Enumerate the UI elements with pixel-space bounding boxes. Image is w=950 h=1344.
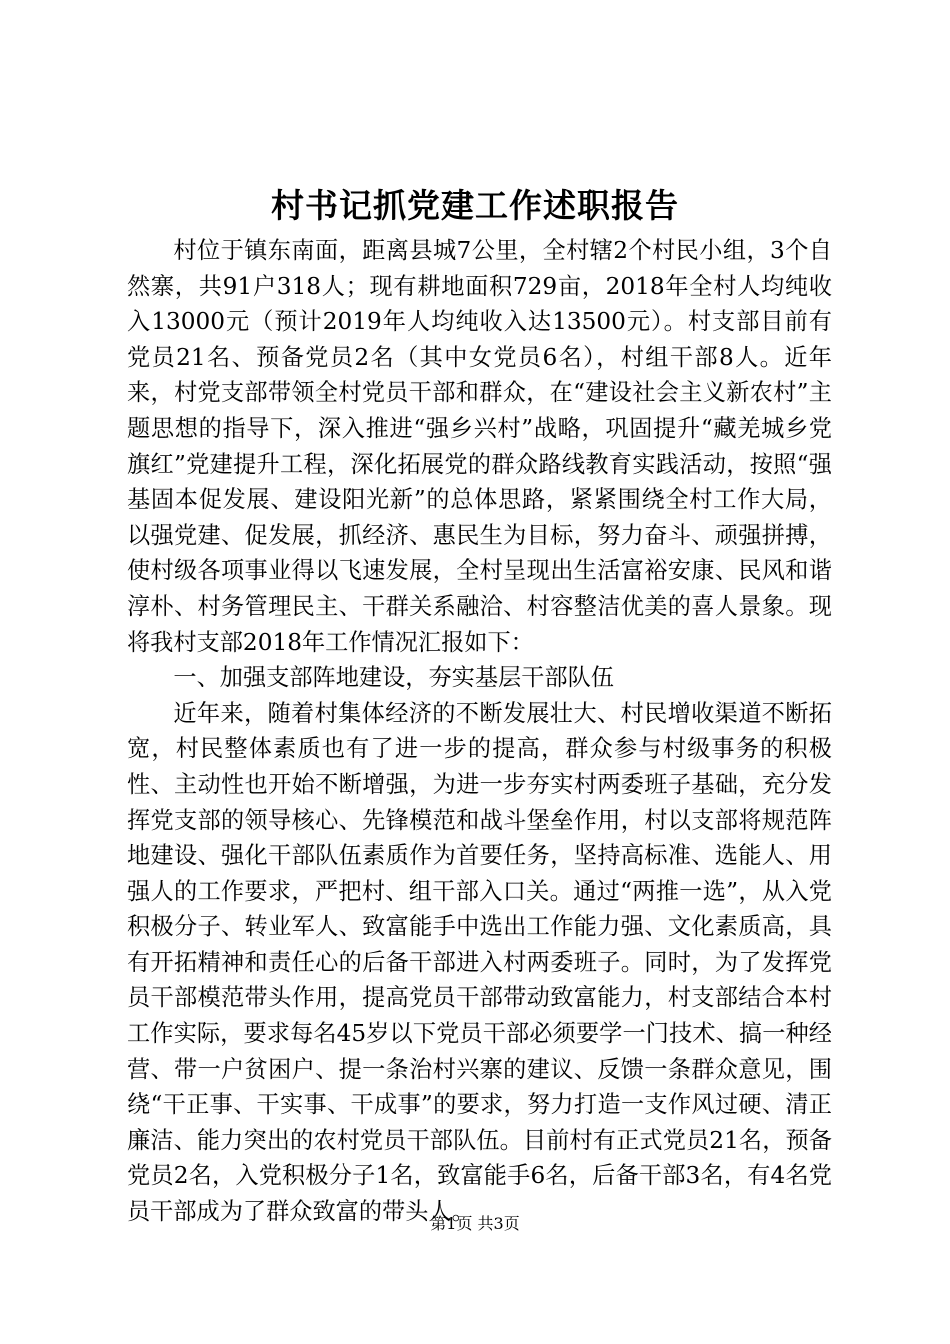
document-body [127, 233, 832, 1230]
page-number-footer: 第1页 共3页 [430, 1214, 520, 1233]
section-paragraph: 近年来，随着村集体经济的不断发展壮大、村民增收渠道不断拓宽，村民整体素质也有了进一步的提高，群众参与村级事务的积极性、主动性也开始不断增强，为进一步夯实村两委班子基础，充分发挥党支部的领导核心、先锋模范和战斗堡垒作用，村以支部将规范阵地建设、强化干部队伍素质作为首要任务，坚持高标准、选能人、用强人的工作要求，严把村、组干部入口关。通过“两推一选”，从入党积极分子、转业军人、致富能手中选出工作能力强、文化素质高，具有开拓精神和责任心的后备干部进入村两委班子。同时，为了发挥党员干部模范带头作用，提高党员干部带动致富能力，村支部结合本村工作实际，要求每名45岁以下党员干部必须要学一门技术、搞一种经营、带一户贫困户、提一条治村兴寨的建议、反馈一条群众意见，围绕“干正事、干实事、干成事”的要求，努力打造一支作风过硬、清正廉洁、能力突出的农村党员干部队伍。目前村有正式党员21名，预备党员2名，入党积极分子1名，致富能手6名，后备干部3名，有4名党员干部成为了群众致富的带头人。 [127, 699, 832, 1226]
document-title: 村书记抓党建工作述职报告 [271, 186, 679, 225]
section-heading: 一、加强支部阵地建设，夯实基层干部队伍 [173, 664, 614, 692]
intro-paragraph: 村位于镇东南面，距离县城7公里，全村辖2个村民小组，3个自然寨，共91户318人；现有耕地面积729亩，2018年全村人均纯收入13000元（预计2019年人均纯收入达13500元）。村支部目前有党员21名、预备党员2名（其中女党员6名），村组干部8人。近年来，村党支部带领全村党员干部和群众，在“建设社会主义新农村”主题思想的指导下，深入推进“强乡兴村”战略，巩固提升“藏羌城乡党旗红”党建提升工程，深化拓展党的群众路线教育实践活动，按照“强基固本促发展、建设阳光新”的总体思路，紧紧围绕全村工作大局，以强党建、促发展，抓经济、惠民生为目标，努力奋斗、顽强拼搏，使村级各项事业得以飞速发展，全村呈现出生活富裕安康、民风和谐淳朴、村务管理民主、干群关系融洽、村容整洁优美的喜人景象。现将我村支部2018年工作情况汇报如下： [127, 237, 832, 656]
